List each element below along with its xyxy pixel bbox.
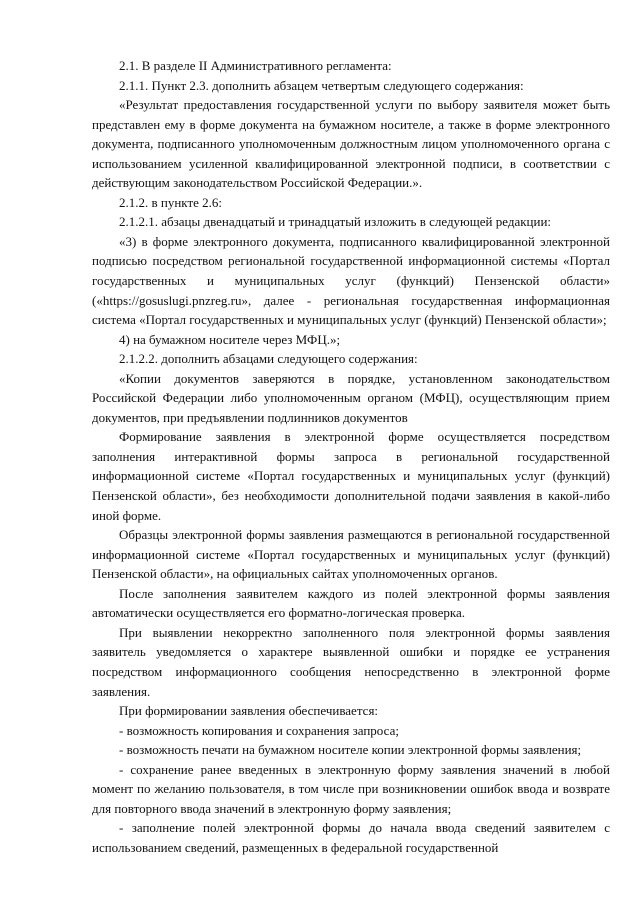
paragraph-item-2-1-2: 2.1.2. в пункте 2.6: (119, 194, 223, 210)
paragraph-item-2-1-1: 2.1.1. Пункт 2.3. дополнить абзацем четвертым следующего содержания: (119, 77, 524, 93)
paragraph-item-2-1-2-2: 2.1.2.2. дополнить абзацами следующего содержания: (119, 351, 418, 367)
paragraph-result-quote: «Результат предоставления государственной услуги по выбору заявителя может быть представлен ему в форме документа на бумажном носителе, а также в форме электронного документа, подписанного уполномоченным должностным лицом уполномоченного органа с использованием усиленной квалифицированной электронной подписи, в соответствии с действующим законодательством Российской Федерации.». (92, 97, 610, 191)
list-item-save-values: - сохранение ранее введенных в электронную форму заявления значений в любой момент по желанию пользователя, в том числе при возникновении ошибок ввода и возврате для повторного ввода значений в электронную форму заявления; (92, 761, 610, 816)
document-body (92, 56, 610, 857)
paragraph-item-2-1-2-1: 2.1.2.1. абзацы двенадцатый и тринадцатый изложить в следующей редакции: (119, 214, 552, 230)
paragraph-error-notification: При выявлении некорректно заполненного поля электронной формы заявления заявитель уведомляется о характере выявленной ошибки и порядке ее устранения посредством информационного сообщения непосредственно в электронной форме заявления. (92, 624, 610, 699)
paragraph-format-check: После заполнения заявителем каждого из полей электронной формы заявления автоматически осуществляется его форматно-логическая проверка. (92, 585, 610, 621)
paragraph-electronic-document: «3) в форме электронного документа, подписанного квалифицированной электронной подписью посредством региональной государственной информационной системы «Портал государственных и муниципальных услуг (функций) Пензенской области» («https://gosuslugi.pnzreg.ru», далее - региональная государственная информационная система «Портал государственных и муниципальных услуг (функций) Пензенской области»; (92, 233, 610, 328)
list-item-print: - возможность печати на бумажном носителе копии электронной формы заявления; (119, 742, 582, 758)
list-item-prefill: - заполнение полей электронной формы до начала ввода сведений заявителем с использованием сведений, размещенных в федеральной государственной (92, 820, 610, 855)
paragraph-form-samples: Образцы электронной формы заявления размещаются в региональной государственной информационной системе «Портал государственных и муниципальных услуг (функций) Пензенской области», на официальных сайтах уполномоченных органов. (92, 527, 610, 582)
paragraph-form-provisions: При формировании заявления обеспечивается: (119, 703, 379, 719)
paragraph-copies-certified: «Копии документов заверяются в порядке, установленном законодательством Российской Федерации либо уполномоченным органом (МФЦ), осуществляющим прием документов, при предъявлении подлинников документов (92, 370, 610, 425)
paragraph-section-2-1: 2.1. В разделе II Административного регламента: (119, 58, 392, 73)
paragraph-paper-mfc: 4) на бумажном носителе через МФЦ.»; (119, 331, 341, 347)
paragraph-form-submission: Формирование заявления в электронной форме осуществляется посредством заполнения интерактивной формы запроса в региональной государственной информационной системе «Портал государственных и муниципальных услуг (функций) Пензенской области», без необходимости дополнительной подачи заявления в какой-либо иной форме. (92, 429, 610, 523)
list-item-copy-save: - возможность копирования и сохранения запроса; (119, 722, 399, 738)
